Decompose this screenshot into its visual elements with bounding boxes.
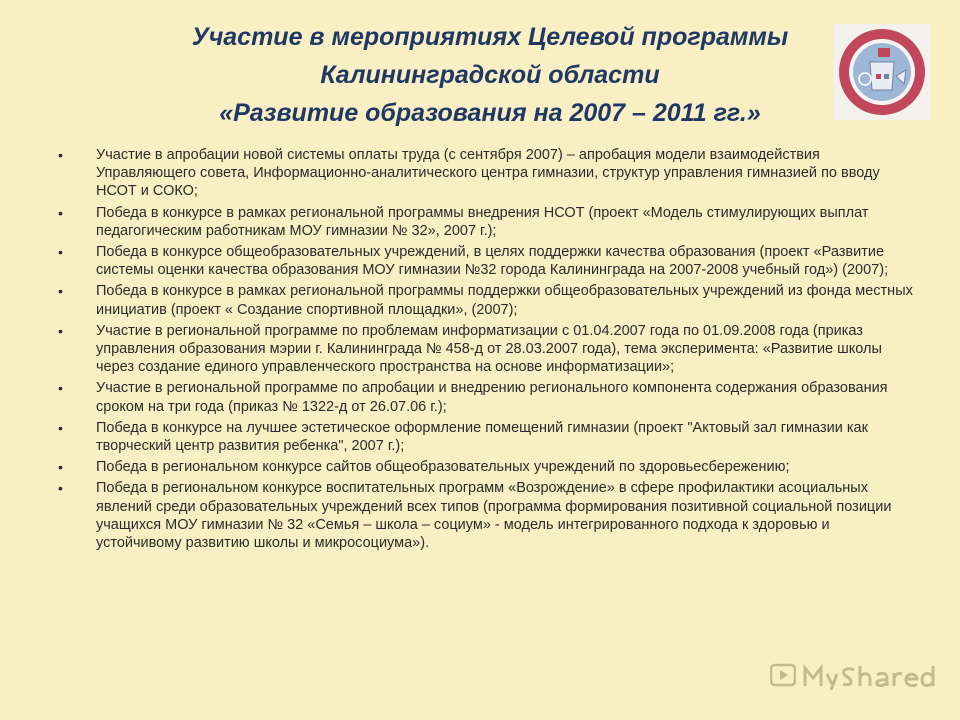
slide-title xyxy=(120,18,860,132)
title-line-2: Калининградской области xyxy=(320,61,660,89)
school-emblem-icon xyxy=(834,24,930,120)
list-item-text: Участие в региональной программе по апробации и внедрению регионального компонента содержания образования сроком на три года (приказ № 1322-д от 26.07.06 г.); xyxy=(96,380,888,415)
title-line-1: Участие в мероприятиях Целевой программы xyxy=(191,23,789,51)
bullet-icon: • xyxy=(58,204,63,221)
bullet-icon: • xyxy=(58,283,63,300)
bullet-icon: • xyxy=(58,459,63,476)
myshared-logo-text-icon xyxy=(802,660,940,692)
list-item xyxy=(58,458,918,476)
bullet-icon: • xyxy=(58,480,63,497)
list-item xyxy=(58,479,918,552)
bullet-list xyxy=(58,146,918,555)
list-item-text: Победа в региональном конкурсе сайтов общеобразовательных учреждений по здоровьесбережению; xyxy=(96,459,790,476)
list-item xyxy=(58,282,918,318)
list-item xyxy=(58,204,918,240)
list-item xyxy=(58,379,918,415)
bullet-icon: • xyxy=(58,147,63,163)
list-item-text: Победа в конкурсе в рамках региональной программы внедрения НСОТ (проект «Модель стимулирующих выплат педагогическим работникам МОУ гимназии № 32», 2007 г.); xyxy=(96,204,869,239)
bullet-icon: • xyxy=(58,244,63,261)
title-line-3: «Развитие образования на 2007 – 2011 гг.» xyxy=(219,99,761,127)
list-item xyxy=(58,419,918,455)
myshared-logo-icon xyxy=(770,662,796,688)
list-item-text: Победа в конкурсе общеобразовательных учреждений, в целях поддержки качества образования (проект «Развитие системы оценки качества образования МОУ гимназии №32 города Калининграда на 2007-2008 учебный год») (2007); xyxy=(96,244,889,279)
list-item-text: Победа в конкурсе в рамках региональной программы поддержки общеобразовательных учреждений из фонда местных инициатив (проект « Создание спортивной площадки», (2007); xyxy=(96,283,913,318)
bullet-icon: • xyxy=(58,419,63,436)
list-item-text: Победа в конкурсе на лучшее эстетическое оформление помещений гимназии (проект "Актовый зал гимназии как творческий центр развития ребенка", 2007 г.); xyxy=(96,419,868,455)
list-item xyxy=(58,146,918,201)
bullet-icon: • xyxy=(58,380,63,397)
list-item-text: Участие в апробации новой системы оплаты труда (с сентября 2007) – апробация модели взаимодействия Управляющего совета, Информационно-аналитического центра гимназии, структур управления гимназией по вводу НСОТ и СОКО; xyxy=(96,147,880,200)
list-item-text: Участие в региональной программе по проблемам информатизации с 01.04.2007 года по 01.09.2008 года (приказ управления образования мэрии г. Калининграда № 458-д от 28.03.2007 года), тема эксперимента: «Развитие школы через создание единого управленческого пространства на основе информатизации»; xyxy=(96,322,882,376)
bullet-icon: • xyxy=(58,322,63,339)
list-item-text: Победа в региональном конкурсе воспитательных программ «Возрождение» в сфере профилактики асоциальных явлений среди образовательных учреждений всех типов (программа формирования позитивной социальной позиции учащихся МОУ гимназии № 32 «Семья – школа – социум» - модель интегрированного подхода к здоровью и устойчивому развитию школы и микросоциума»). xyxy=(96,480,892,552)
myshared-watermark xyxy=(770,660,940,692)
list-item xyxy=(58,322,918,377)
list-item xyxy=(58,243,918,279)
